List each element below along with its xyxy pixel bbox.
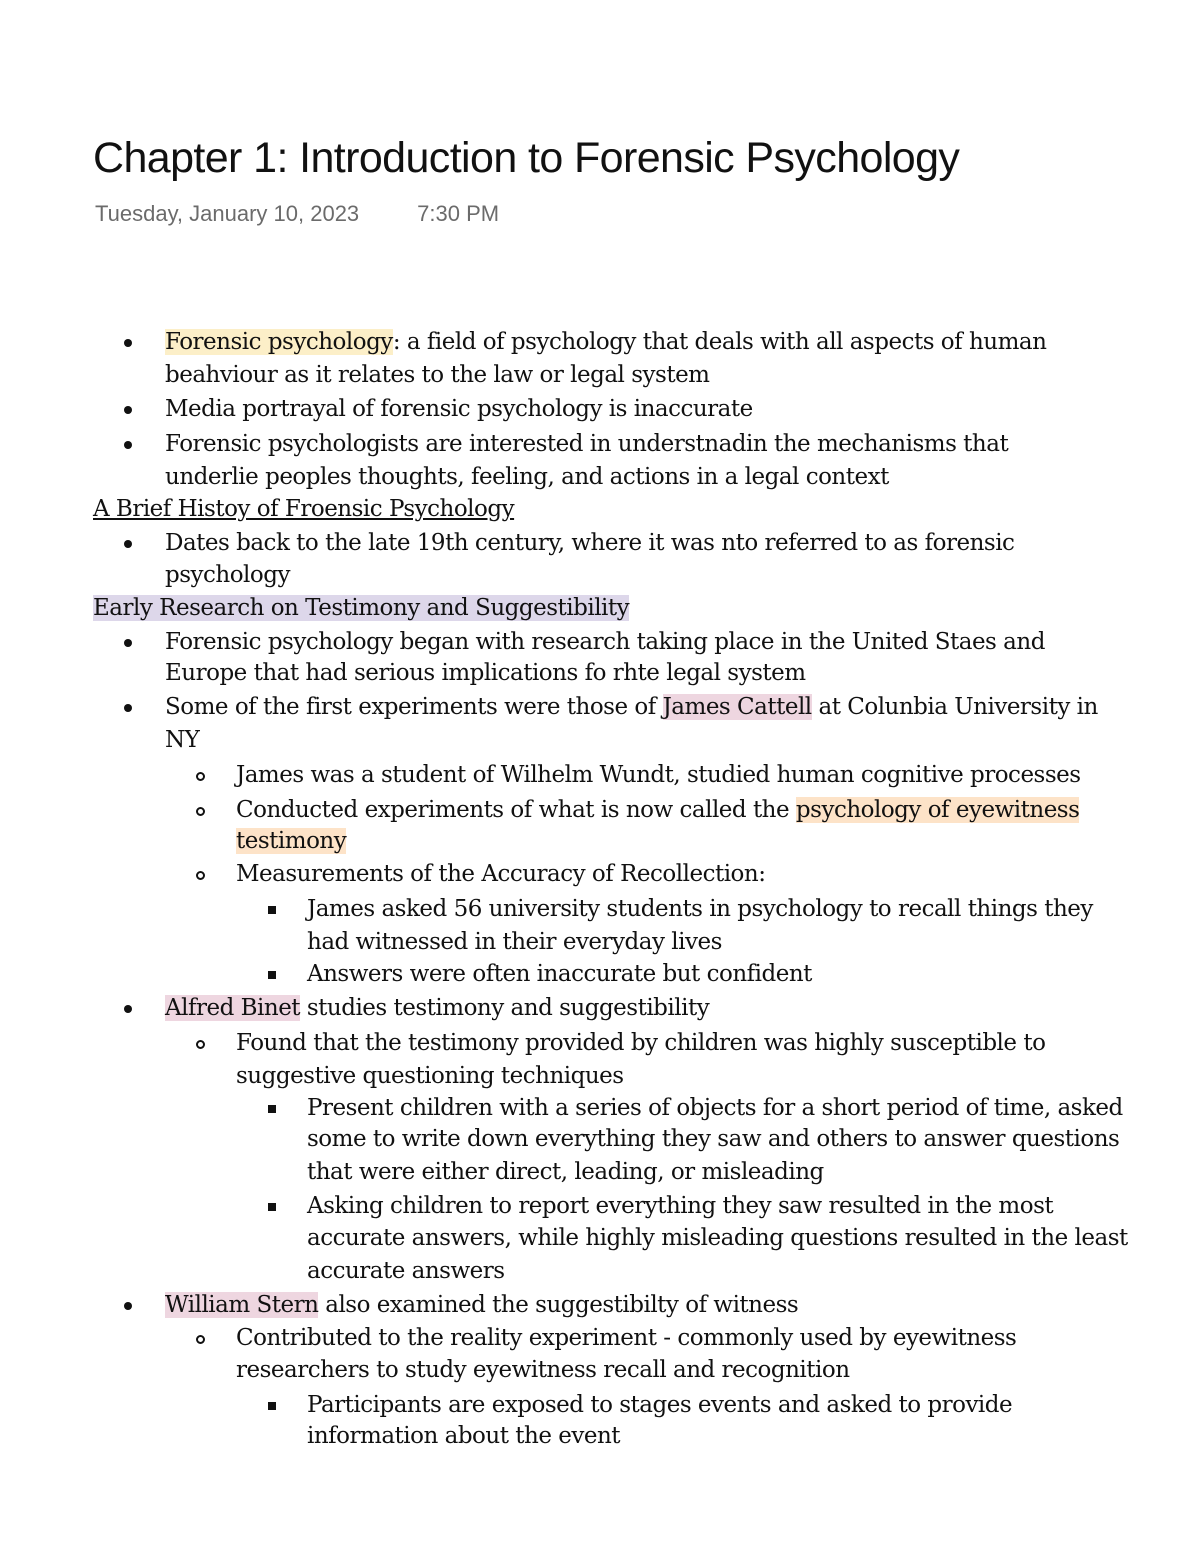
section-heading: A Brief Histoy of Froensic Psychology: [93, 496, 515, 522]
bullet-icon: [118, 428, 138, 460]
list-item: William Stern also examined the suggestibilty of witness: [165, 1292, 799, 1318]
list-item: Participants are exposed to stages events and asked to provide: [307, 1392, 1013, 1418]
highlighted-term: Forensic psychology: [165, 329, 393, 355]
list-item-continuation: researchers to study eyewitness recall and recognition: [236, 1357, 850, 1383]
circle-bullet-icon: [190, 858, 210, 890]
list-item-continuation: NY: [165, 727, 200, 753]
bullet-icon: [118, 691, 138, 723]
list-item: Forensic psychology began with research taking place in the United Staes and: [165, 629, 1045, 655]
bullet-icon: [118, 626, 138, 658]
list-item-continuation: that were either direct, leading, or misleading: [307, 1159, 824, 1185]
list-item: Conducted experiments of what is now called the psychology of eyewitness: [236, 797, 1080, 823]
list-item: Present children with a series of objects for a short period of time, asked: [307, 1095, 1123, 1121]
list-item-continuation: some to write down everything they saw and others to answer questions: [307, 1126, 1120, 1152]
list-item: Forensic psychology: a field of psychology that deals with all aspects of human: [165, 329, 1047, 355]
list-item-continuation: had witnessed in their everyday lives: [307, 929, 722, 955]
list-item-continuation: underlie peoples thoughts, feeling, and actions in a legal context: [165, 464, 889, 490]
list-item: Answers were often inaccurate but confident: [307, 961, 812, 987]
list-item: Measurements of the Accuracy of Recollection:: [236, 861, 766, 887]
list-item: Forensic psychologists are interested in understnadin the mechanisms that: [165, 431, 1009, 457]
list-item-continuation: beahviour as it relates to the law or legal system: [165, 362, 710, 388]
square-bullet-icon: [262, 893, 282, 925]
list-item-continuation: accurate answers, while highly misleading questions resulted in the least: [307, 1225, 1128, 1251]
list-item-continuation: information about the event: [307, 1423, 621, 1449]
circle-bullet-icon: [190, 759, 210, 791]
bullet-icon: [118, 1289, 138, 1321]
section-heading: Early Research on Testimony and Suggestibility: [93, 595, 630, 621]
circle-bullet-icon: [190, 1322, 210, 1354]
page-title: Chapter 1: Introduction to Forensic Psychology: [93, 134, 960, 182]
square-bullet-icon: [262, 1389, 282, 1421]
list-item: Media portrayal of forensic psychology is inaccurate: [165, 396, 753, 422]
list-item-continuation: accurate answers: [307, 1258, 505, 1284]
list-item: Some of the first experiments were those of James Cattell at Colunbia University in: [165, 694, 1098, 720]
list-item: Dates back to the late 19th century, where it was nto referred to as forensic: [165, 530, 1015, 556]
list-item-continuation: psychology: [165, 562, 290, 588]
list-item-continuation: Europe that had serious implications fo rhte legal system: [165, 660, 806, 686]
circle-bullet-icon: [190, 1027, 210, 1059]
highlighted-name: James Cattell: [662, 694, 812, 720]
list-item: James asked 56 university students in psychology to recall things they: [307, 896, 1093, 922]
list-item-continuation: suggestive questioning techniques: [236, 1063, 624, 1089]
bullet-icon: [118, 527, 138, 559]
bullet-icon: [118, 393, 138, 425]
list-item: Contributed to the reality experiment - commonly used by eyewitness: [236, 1325, 1017, 1351]
square-bullet-icon: [262, 1092, 282, 1124]
list-item-continuation: testimony: [236, 828, 347, 854]
list-item: Asking children to report everything they saw resulted in the most: [307, 1193, 1054, 1219]
list-item: Alfred Binet studies testimony and suggestibility: [165, 995, 710, 1021]
highlighted-name: William Stern: [165, 1292, 319, 1318]
list-item: James was a student of Wilhelm Wundt, studied human cognitive processes: [236, 762, 1081, 788]
bullet-icon: [118, 992, 138, 1024]
list-item: Found that the testimony provided by children was highly susceptible to: [236, 1030, 1046, 1056]
highlighted-term: psychology of eyewitness: [795, 797, 1080, 823]
note-time: 7:30 PM: [417, 201, 500, 226]
square-bullet-icon: [262, 958, 282, 990]
note-body: [0, 326, 1200, 1449]
circle-bullet-icon: [190, 794, 210, 826]
highlighted-name: Alfred Binet: [165, 995, 301, 1021]
note-date: Tuesday, January 10, 2023: [95, 201, 360, 226]
bullet-icon: [118, 326, 138, 358]
square-bullet-icon: [262, 1190, 282, 1222]
note-timestamp: [95, 200, 499, 228]
